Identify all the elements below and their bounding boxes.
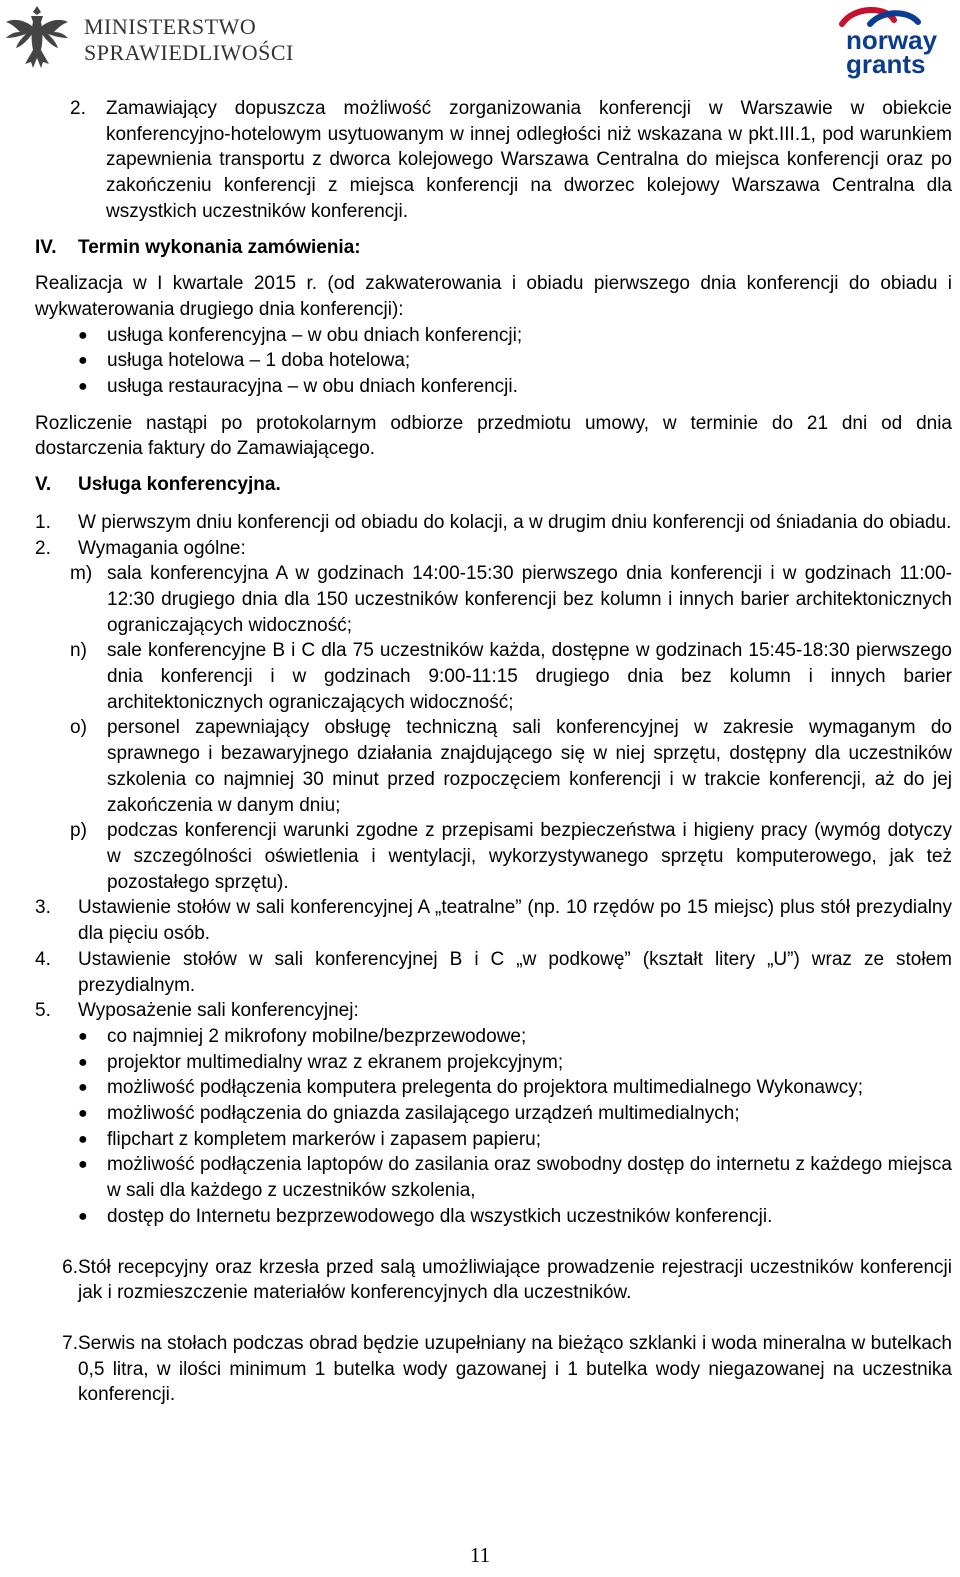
section5-item-5: [35, 998, 952, 1024]
item-text: Wyposażenie sali konferencyjnej:: [78, 1000, 359, 1022]
list-item-text: usługa restauracyjna – w obu dniach konferencji.: [107, 376, 518, 398]
ministry-name: [84, 14, 294, 66]
section5-item-3: [35, 895, 952, 946]
bullet-icon: ●: [78, 1027, 88, 1045]
section4-heading: [35, 235, 952, 261]
section5-item-6: [35, 1255, 952, 1306]
item-text: Ustawienie stołów w sali konferencyjnej B i C „w podkowę” (kształt litery „U”) wraz ze stołem prezydialnym.: [78, 948, 952, 996]
bullet-icon: ●: [78, 1079, 88, 1097]
grants-wordmark: grants: [846, 49, 926, 79]
document-body: [35, 96, 952, 1408]
sub-item-label: o): [70, 717, 87, 739]
list-item-text: możliwość podłączenia laptopów do zasilania oraz swobodny dostęp do internetu z każdego miejsca w sali dla każdego z uczestników szkolenia,: [107, 1154, 952, 1202]
bullet-icon: ●: [78, 378, 88, 396]
section4-bullets: [35, 323, 952, 400]
item-text: Serwis na stołach podczas obrad będzie uzupełniany na bieżąco szklanki i woda mineralna w butelkach 0,5 litra, w ilości minimum 1 butelka wody gazowanej i 1 butelka wody niegazowanej na uczestnika konferencji.: [78, 1332, 952, 1406]
list-item: [78, 1127, 952, 1153]
item-text: W pierwszym dniu konferencji od obiadu do kolacji, a w drugim dniu konferencji od śniadania do obiadu.: [78, 511, 952, 533]
list-item-text: możliwość podłączenia komputera prelegenta do projektora multimedialnego Wykonawcy;: [107, 1077, 863, 1099]
sub-item: [70, 715, 952, 818]
ministry-logo: [4, 2, 294, 72]
norway-wordmark: norway: [846, 25, 938, 55]
list-item: [78, 1075, 952, 1101]
list-item-text: dostęp do Internetu bezprzewodowego dla wszystkich uczestników konferencji.: [107, 1205, 773, 1227]
general-requirements-list: [70, 561, 952, 895]
section-number: V.: [35, 474, 52, 496]
section5-item-2: [35, 536, 952, 562]
list-item-text: możliwość podłączenia do gniazda zasilającego urządzeń multimedialnych;: [107, 1103, 740, 1125]
bullet-icon: ●: [78, 352, 88, 370]
section5-item-4: [35, 947, 952, 998]
list-item-text: flipchart z kompletem markerów i zapasem papieru;: [107, 1128, 542, 1150]
item-number: 5.: [35, 1000, 51, 1022]
item-number: 3.: [35, 897, 51, 919]
page-number: 11: [469, 1543, 491, 1567]
bullet-icon: ●: [78, 1130, 88, 1148]
item-number: 2.: [70, 98, 86, 119]
list-item-text: usługa konferencyjna – w obu dniach konferencji;: [107, 324, 523, 346]
sub-item-label: m): [70, 563, 93, 585]
list-item-text: projektor multimedialny wraz z ekranem projekcyjnym;: [107, 1051, 564, 1073]
eagle-emblem-icon: [4, 2, 70, 72]
list-item: [78, 1050, 952, 1076]
sub-item-text: sala konferencyjna A w godzinach 14:00-15:30 pierwszego dnia konferencji i w godzinach 11:00-12:30 drugiego dnia dla 150 uczestników konferencji bez kolumn i innych barier architektonicznych ograniczających widoczność;: [107, 563, 952, 636]
list-item-text: co najmniej 2 mikrofony mobilne/bezprzewodowe;: [107, 1025, 527, 1047]
sub-item: [70, 818, 952, 895]
sub-item-label: p): [70, 820, 87, 842]
item-number: 2.: [35, 537, 51, 559]
section-number: IV.: [35, 236, 57, 258]
section5-item-1: [35, 510, 952, 536]
section-title: Termin wykonania zamówienia:: [78, 236, 361, 258]
item-number: 4.: [35, 948, 51, 970]
settlement-paragraph: Rozliczenie nastąpi po protokolarnym odbiorze przedmiotu umowy, w terminie do 21 dni od dnia dostarczenia faktury do Zamawiającego.: [35, 412, 952, 460]
sub-item: [70, 638, 952, 715]
ministry-name-line2: SPRAWIEDLIWOŚCI: [84, 40, 294, 65]
list-item: [78, 348, 952, 374]
section5-item-7: [35, 1331, 952, 1408]
sub-item: [70, 561, 952, 638]
item-number: 6.: [62, 1256, 78, 1278]
section3-item-2: [70, 96, 952, 225]
bullet-icon: ●: [78, 326, 88, 344]
item-text: Stół recepcyjny oraz krzesła przed salą umożliwiające prowadzenie rejestracji uczestników konferencji jak i rozmieszczenie materiałów konferencyjnych dla uczestników.: [78, 1256, 952, 1304]
sub-item-text: podczas konferencji warunki zgodne z przepisami bezpieczeństwa i higieny pracy (wymóg dotyczy w szczególności oświetlenia i wentylacji, wykorzystywanego sprzętu komputerowego, jak też pozostałego sprzętu).: [107, 820, 952, 893]
sub-item-text: personel zapewniający obsługę techniczną sali konferencyjnej w zakresie wymaganym do sprawnego i bezawaryjnego działania znajdującego się w niej sprzętu, dostępny dla uczestników szkolenia co najmniej 30 minut przed rozpoczęciem konferencji i w trakcie konferencji, aż do jej zakończenia w danym dniu;: [107, 717, 952, 816]
item-text: Ustawienie stołów w sali konferencyjnej A „teatralne” (np. 10 rzędów po 15 miejsc) plus stół prezydialny dla pięciu osób.: [78, 897, 952, 945]
bullet-icon: ●: [78, 1053, 88, 1071]
list-item-text: usługa hotelowa – 1 doba hotelowa;: [107, 350, 411, 372]
section5-heading: [35, 472, 952, 498]
ministry-name-line1: MINISTERSTWO: [84, 14, 257, 39]
sub-item-text: sale konferencyjne B i C dla 75 uczestników każda, dostępne w godzinach 15:45-18:30 pierwszego dnia konferencji i w godzinach 9:00-11:15 drugiego dnia bez kolumn i innych barier architektonicznych ograniczających widoczność;: [107, 640, 952, 713]
item-number: 1.: [35, 511, 51, 533]
sub-item-label: n): [70, 640, 87, 662]
norway-grants-wordmark: [846, 25, 938, 79]
item-number: 7.: [62, 1332, 78, 1354]
item-text: Zamawiający dopuszcza możliwość zorganizowania konferencji w Warszawie w obiekcie konferencyjno-hotelowym usytuowanym w innej odległości niż wskazana w pkt.III.1, pod warunkiem zapewnienia transportu z dworca kolejowego Warszawa Centralna do miejsca konferencji oraz po zakończeniu konferencji z miejsca konferencji na dworzec kolejowy Warszawa Centralna dla wszystkich uczestników konferencji.: [106, 98, 952, 222]
list-item: [78, 1101, 952, 1127]
list-item: [78, 1204, 952, 1230]
list-item: [78, 1024, 952, 1050]
list-item: [78, 323, 952, 349]
item-text: Wymagania ogólne:: [78, 537, 246, 559]
equipment-list: [35, 1024, 952, 1230]
list-item: [78, 374, 952, 400]
bullet-icon: ●: [78, 1156, 88, 1174]
bullet-icon: ●: [78, 1207, 88, 1225]
section-title: Usługa konferencyjna.: [78, 474, 281, 496]
bullet-icon: ●: [78, 1105, 88, 1123]
list-item: [78, 1152, 952, 1203]
section4-paragraph: Realizacja w I kwartale 2015 r. (od zakwaterowania i obiadu pierwszego dnia konferencji do obiadu i wykwaterowania drugiego dnia konferencji):: [35, 273, 952, 320]
